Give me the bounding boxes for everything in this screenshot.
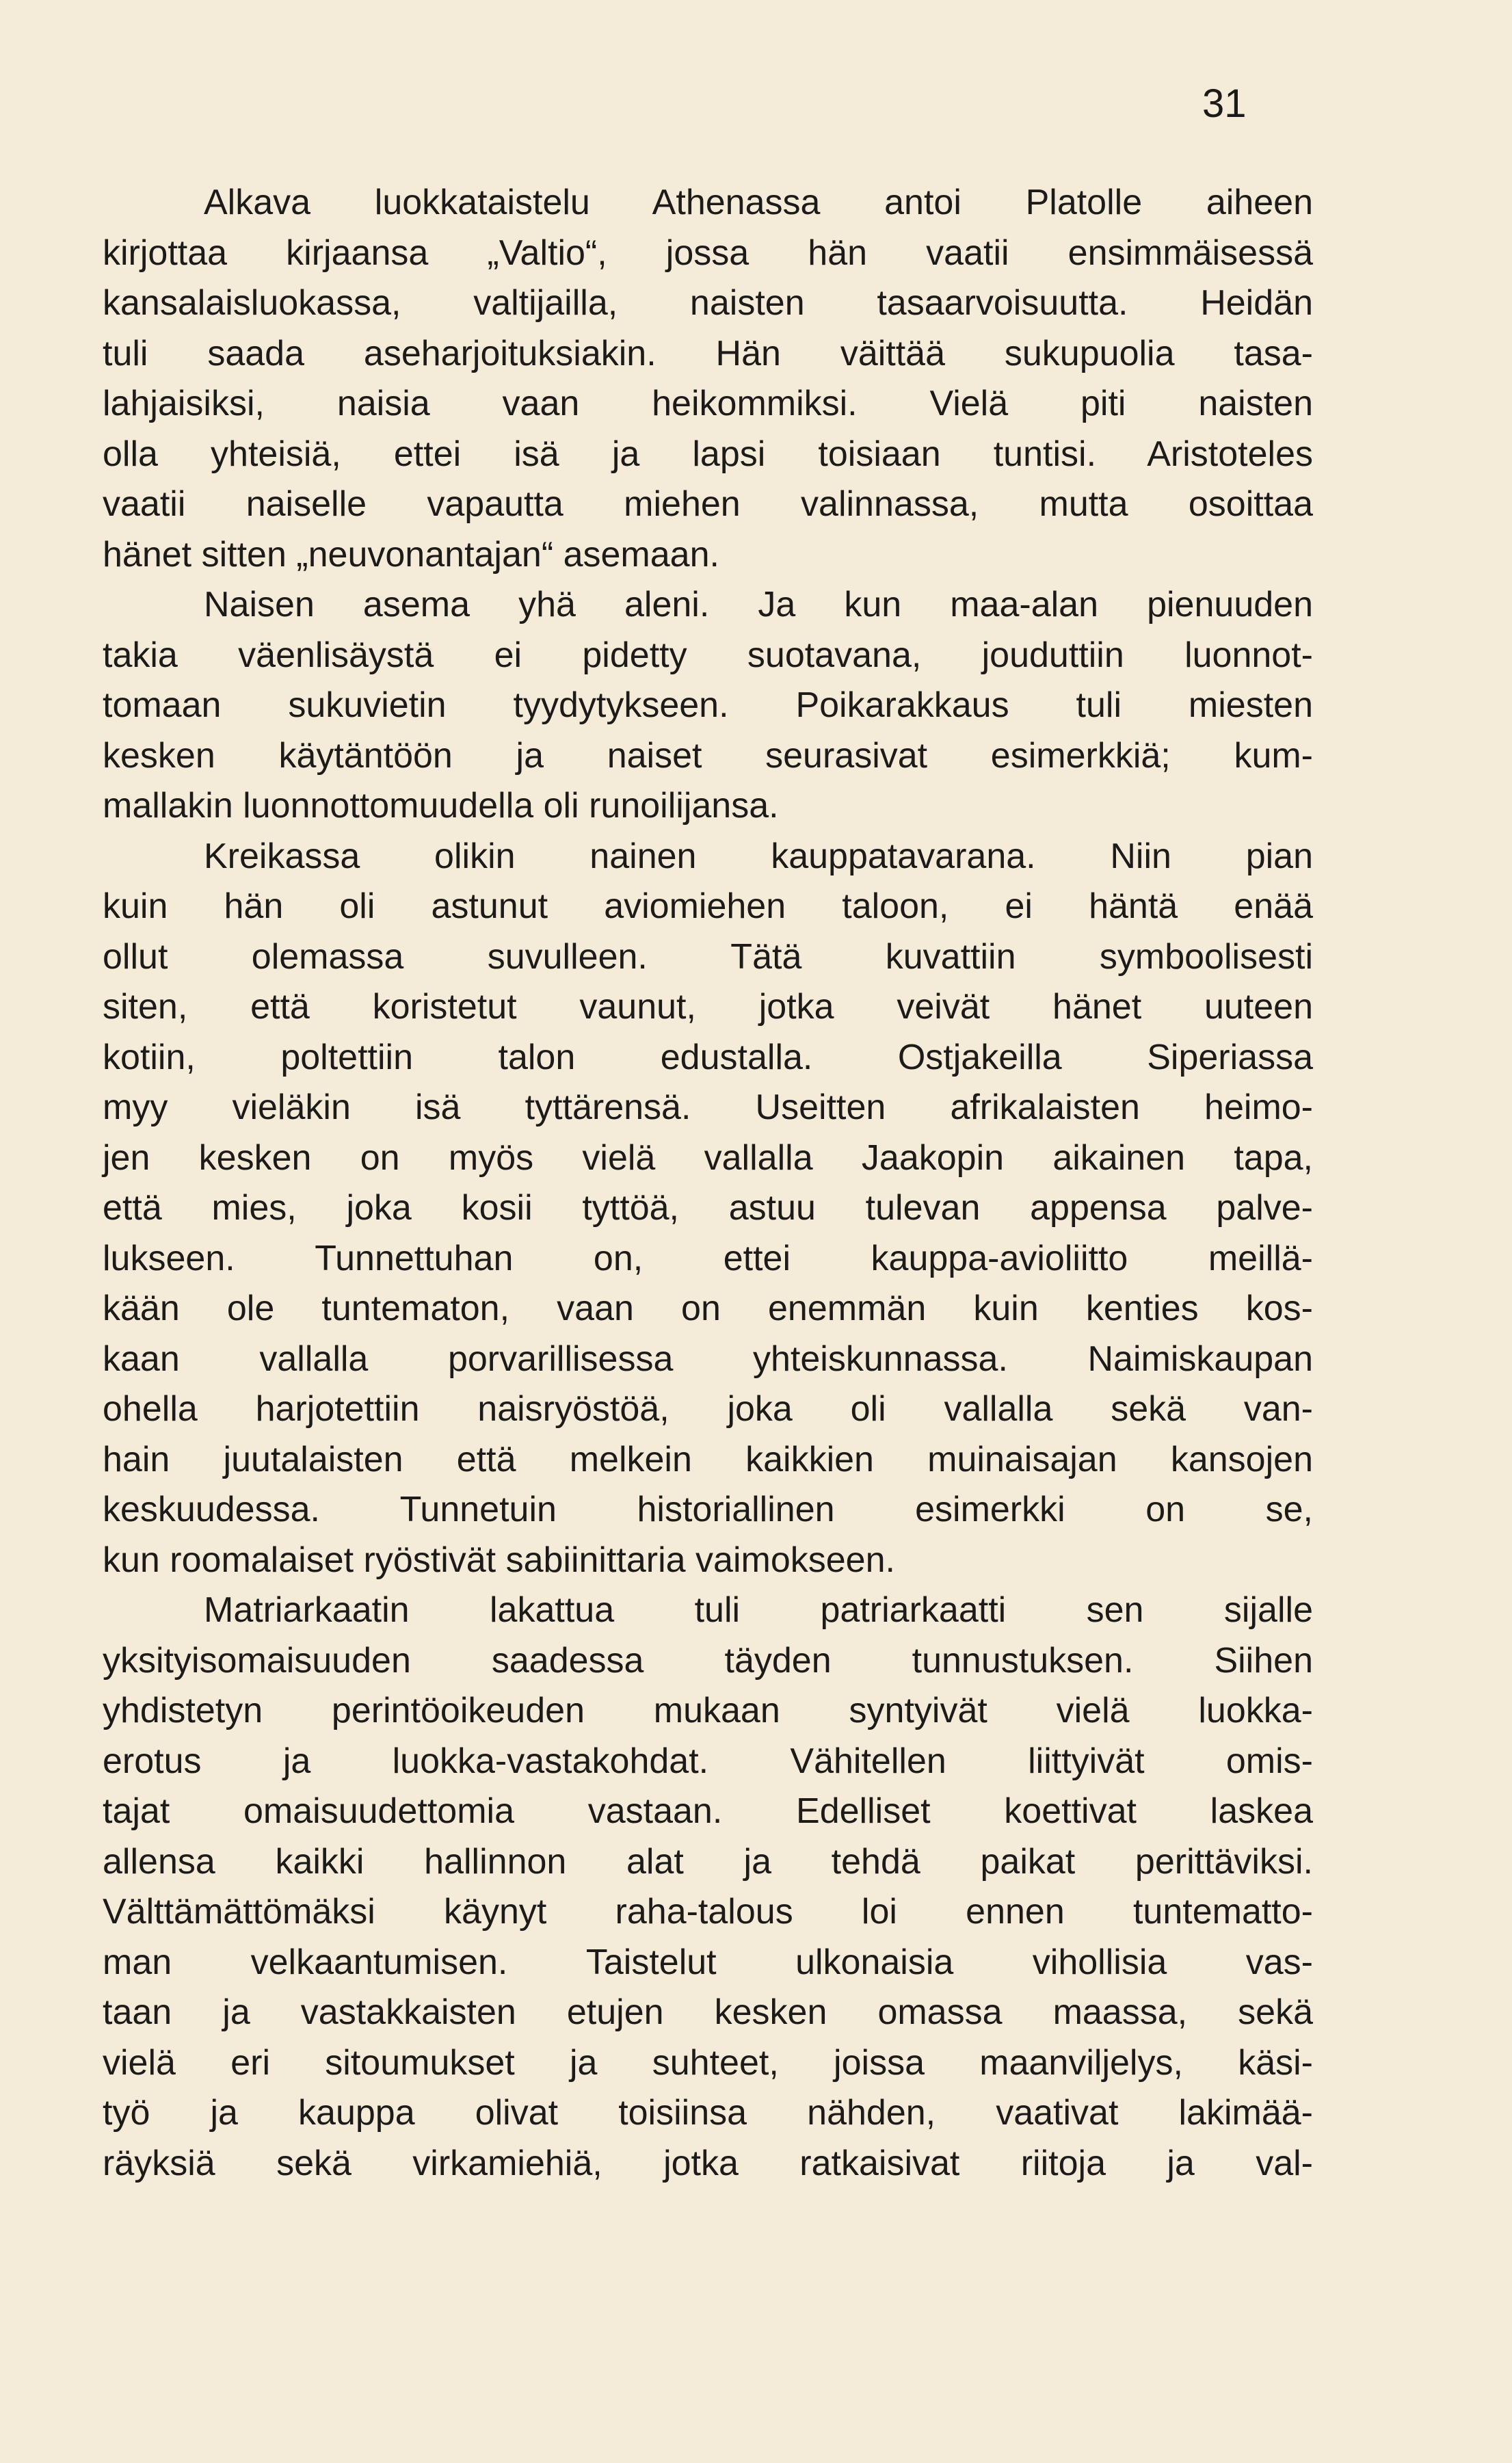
text-line: hain juutalaisten että melkein kaikkien muinaisajan kansojen [103, 1439, 1313, 1479]
text-line: kaan vallalla porvarillisessa yhteiskunnassa. Naimiskaupan [103, 1339, 1313, 1379]
text-line: ollut olemassa suvulleen. Tätä kuvattiin symboolisesti [103, 936, 1313, 977]
text-line: kotiin, poltettiin talon edustalla. Ostjakeilla Siperiassa [103, 1037, 1313, 1077]
text-line: lukseen. Tunnettuhan on, ettei kauppa-avioliitto meillä- [103, 1238, 1313, 1278]
page-number: 31 [1202, 81, 1247, 126]
text-line: että mies, joka kosii tyttöä, astuu tulevan appensa palve- [103, 1188, 1313, 1228]
text-line: mallakin luonnottomuudella oli runoilijansa. [103, 786, 779, 826]
text-line: jen kesken on myös vielä vallalla Jaakopin aikainen tapa, [103, 1137, 1313, 1178]
text-line: Matriarkaatin lakattua tuli patriarkaatti sen sijalle [204, 1590, 1313, 1630]
text-line: erotus ja luokka-vastakohdat. Vähitellen liittyivät omis- [103, 1741, 1313, 1781]
text-line: Välttämättömäksi käynyt raha-talous loi ennen tuntematto- [103, 1892, 1313, 1932]
text-line: tajat omaisuudettomia vastaan. Edelliset koettivat laskea [103, 1791, 1313, 1831]
text-line: kesken käytäntöön ja naiset seurasivat esimerkkiä; kum- [103, 735, 1313, 776]
text-line: kansalaisluokassa, valtijailla, naisten tasaarvoisuutta. Heidän [103, 283, 1313, 323]
text-line: yksityisomaisuuden saadessa täyden tunnustuksen. Siihen [103, 1640, 1313, 1681]
text-line: lahjaisiksi, naisia vaan heikommiksi. Vielä piti naisten [103, 384, 1313, 423]
text-line: Alkava luokkataistelu Athenassa antoi Platolle aiheen [204, 183, 1313, 222]
text-line: man velkaantumisen. Taistelut ulkonaisia vihollisia vas- [103, 1942, 1313, 1982]
text-line: hänet sitten „neuvonantajan“ asemaan. [103, 534, 719, 575]
text-line: tomaan sukuvietin tyydytykseen. Poikarakkaus tuli miesten [103, 685, 1313, 725]
text-line: kun roomalaiset ryöstivät sabiinittaria vaimokseen. [103, 1540, 895, 1580]
text-line: Naisen asema yhä aleni. Ja kun maa-alan pienuuden [204, 585, 1313, 624]
text-line: räyksiä sekä virkamiehiä, jotka ratkaisivat riitoja ja val- [103, 2143, 1313, 2183]
text-line: takia väenlisäystä ei pidetty suotavana, jouduttiin luonnot- [103, 635, 1313, 675]
text-line: kirjottaa kirjaansa „Valtio“, jossa hän vaatii ensimmäisessä [103, 233, 1313, 273]
text-line: allensa kaikki hallinnon alat ja tehdä paikat perittäviksi. [103, 1841, 1313, 1882]
text-line: olla yhteisiä, ettei isä ja lapsi toisiaan tuntisi. Aristoteles [103, 434, 1313, 474]
text-line: vaatii naiselle vapautta miehen valinnassa, mutta osoittaa [103, 484, 1313, 524]
body-text [103, 178, 1313, 2189]
text-line: myy vieläkin isä tyttärensä. Useitten afrikalaisten heimo- [103, 1088, 1313, 1127]
text-line: työ ja kauppa olivat toisiinsa nähden, vaativat lakimää- [103, 2093, 1313, 2133]
text-line: ohella harjotettiin naisryöstöä, joka oli vallalla sekä van- [103, 1389, 1313, 1429]
text-line: yhdistetyn perintöoikeuden mukaan syntyivät vielä luokka- [103, 1691, 1313, 1730]
text-line: siten, että koristetut vaunut, jotka veivät hänet uuteen [103, 987, 1313, 1027]
text-line: keskuudessa. Tunnetuin historiallinen esimerkki on se, [103, 1490, 1313, 1529]
text-line: tuli saada aseharjoituksiakin. Hän väittää sukupuolia tasa- [103, 333, 1313, 373]
text-line: kään ole tuntematon, vaan on enemmän kuin kenties kos- [103, 1289, 1313, 1328]
text-line: vielä eri sitoumukset ja suhteet, joissa maanviljelys, käsi- [103, 2042, 1313, 2083]
text-line: Kreikassa olikin nainen kauppatavarana. Niin pian [204, 836, 1313, 876]
text-line: kuin hän oli astunut aviomiehen taloon, ei häntä enää [103, 886, 1313, 926]
text-line: taan ja vastakkaisten etujen kesken omassa maassa, sekä [103, 1992, 1313, 2032]
